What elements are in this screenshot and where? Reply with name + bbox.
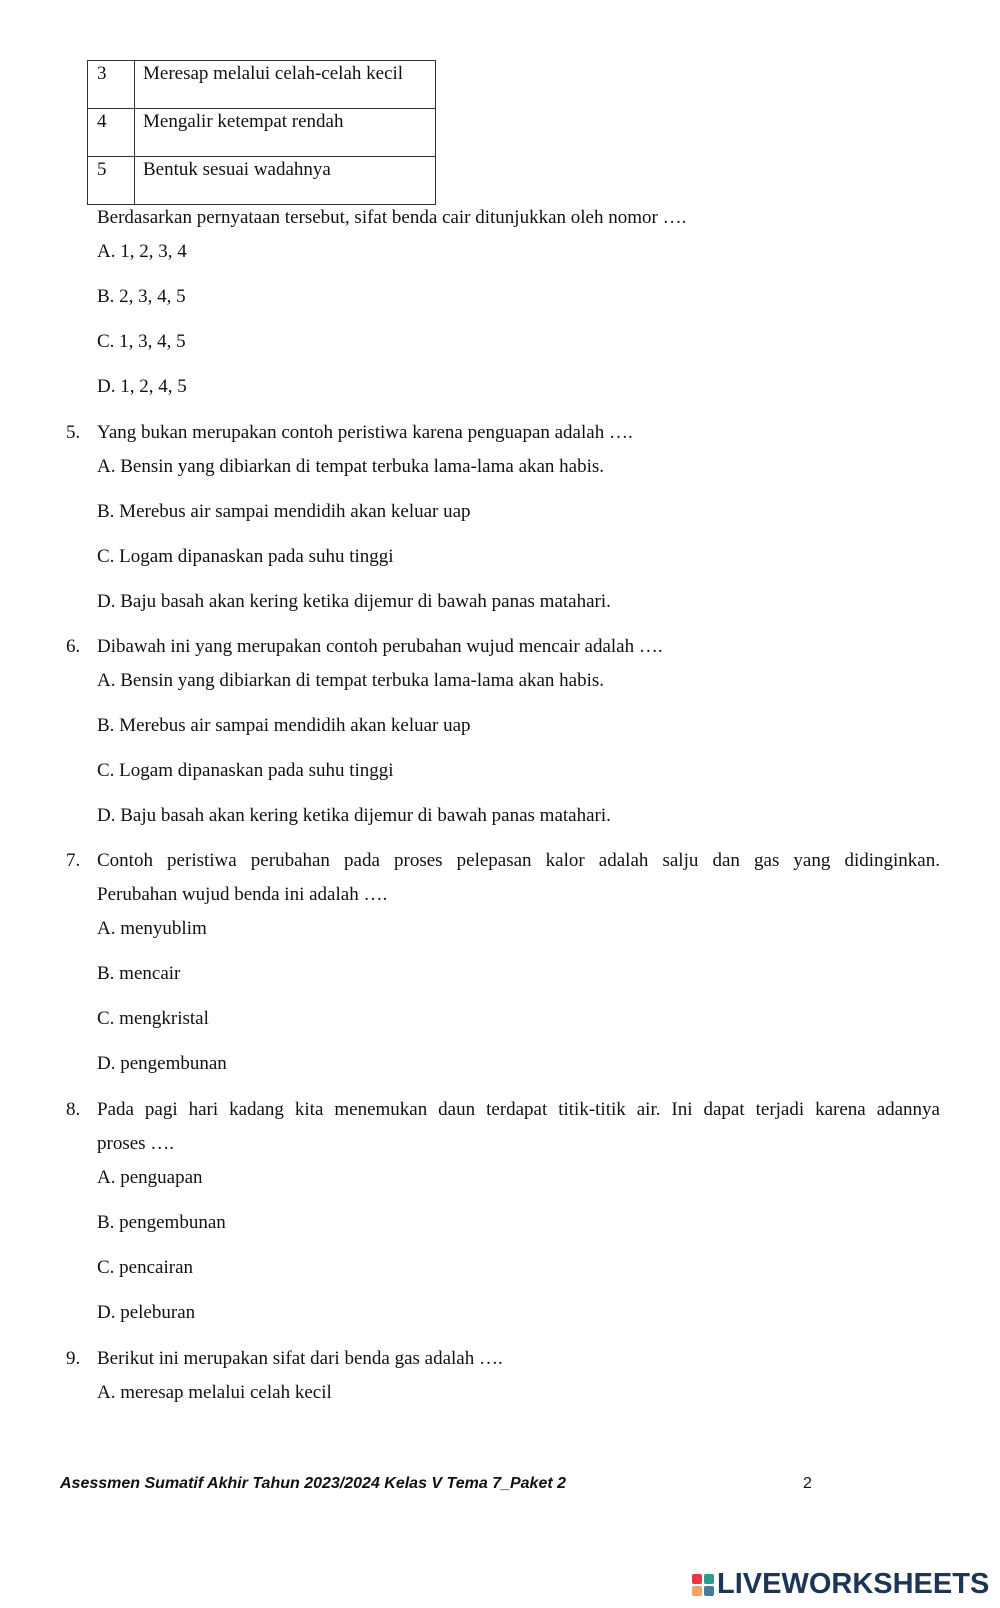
- table-row: [88, 109, 436, 157]
- question-7-option-b[interactable]: B. mencair: [97, 963, 181, 984]
- question-4-option-d[interactable]: D. 1, 2, 4, 5: [97, 376, 187, 397]
- question-5-option-b[interactable]: B. Merebus air sampai mendidih akan keluar uap: [97, 501, 471, 522]
- liveworksheets-brand: [692, 1568, 989, 1601]
- question-5-option-d[interactable]: D. Baju basah akan kering ketika dijemur di bawah panas matahari.: [97, 591, 611, 612]
- question-9-number: 9.: [66, 1348, 81, 1369]
- logo-square-orange-icon: [692, 1586, 702, 1596]
- row-number: 4: [88, 109, 135, 157]
- row-statement: Mengalir ketempat rendah: [135, 109, 436, 157]
- question-6-option-d[interactable]: D. Baju basah akan kering ketika dijemur di bawah panas matahari.: [97, 805, 611, 826]
- liveworksheets-logo-icon: [692, 1574, 714, 1596]
- logo-square-blue-icon: [704, 1586, 714, 1596]
- row-statement: Bentuk sesuai wadahnya: [135, 157, 436, 205]
- table-row: [88, 157, 436, 205]
- question-4-stem: Berdasarkan pernyataan tersebut, sifat benda cair ditunjukkan oleh nomor ….: [97, 207, 687, 228]
- question-8-stem-continued: proses ….: [97, 1133, 175, 1154]
- logo-square-teal-icon: [704, 1574, 714, 1584]
- question-8-option-d[interactable]: D. peleburan: [97, 1302, 196, 1323]
- question-7-stem: Contoh peristiwa perubahan pada proses pelepasan kalor adalah salju dan gas yang didinginkan.: [97, 850, 940, 871]
- question-7-stem-continued: Perubahan wujud benda ini adalah ….: [97, 884, 388, 905]
- page-number: 2: [803, 1475, 812, 1492]
- question-8-stem: Pada pagi hari kadang kita menemukan daun terdapat titik-titik air. Ini dapat terjadi karena adannya: [97, 1099, 940, 1120]
- question-7-option-a[interactable]: A. menyublim: [97, 918, 207, 939]
- row-number: 5: [88, 157, 135, 205]
- question-5-stem: Yang bukan merupakan contoh peristiwa karena penguapan adalah ….: [97, 422, 633, 443]
- question-6-option-c[interactable]: C. Logam dipanaskan pada suhu tinggi: [97, 760, 394, 781]
- question-7-option-d[interactable]: D. pengembunan: [97, 1053, 227, 1074]
- question-6-number: 6.: [66, 636, 81, 657]
- question-4-option-a[interactable]: A. 1, 2, 3, 4: [97, 241, 187, 262]
- statement-table: [87, 60, 436, 205]
- question-8-number: 8.: [66, 1099, 81, 1120]
- question-6-option-a[interactable]: A. Bensin yang dibiarkan di tempat terbuka lama-lama akan habis.: [97, 670, 605, 691]
- question-9-stem: Berikut ini merupakan sifat dari benda gas adalah ….: [97, 1348, 503, 1369]
- brand-wordmark: LIVEWORKSHEETS: [717, 1568, 990, 1600]
- question-4-option-b[interactable]: B. 2, 3, 4, 5: [97, 286, 186, 307]
- logo-square-red-icon: [692, 1574, 702, 1584]
- question-6-stem: Dibawah ini yang merupakan contoh perubahan wujud mencair adalah ….: [97, 636, 663, 657]
- question-7-number: 7.: [66, 850, 81, 871]
- table-row: [88, 61, 436, 109]
- question-8-option-a[interactable]: A. penguapan: [97, 1167, 203, 1188]
- question-9-option-a[interactable]: A. meresap melalui celah kecil: [97, 1382, 332, 1403]
- question-7-option-c[interactable]: C. mengkristal: [97, 1008, 209, 1029]
- row-number: 3: [88, 61, 135, 109]
- question-5-option-a[interactable]: A. Bensin yang dibiarkan di tempat terbuka lama-lama akan habis.: [97, 456, 605, 477]
- question-8-option-b[interactable]: B. pengembunan: [97, 1212, 226, 1233]
- question-5-number: 5.: [66, 422, 81, 443]
- question-6-option-b[interactable]: B. Merebus air sampai mendidih akan keluar uap: [97, 715, 471, 736]
- question-5-option-c[interactable]: C. Logam dipanaskan pada suhu tinggi: [97, 546, 394, 567]
- footer-title: Asessmen Sumatif Akhir Tahun 2023/2024 Kelas V Tema 7_Paket 2: [60, 1475, 567, 1492]
- row-statement: Meresap melalui celah-celah kecil: [135, 61, 436, 109]
- question-8-option-c[interactable]: C. pencairan: [97, 1257, 194, 1278]
- question-4-option-c[interactable]: C. 1, 3, 4, 5: [97, 331, 186, 352]
